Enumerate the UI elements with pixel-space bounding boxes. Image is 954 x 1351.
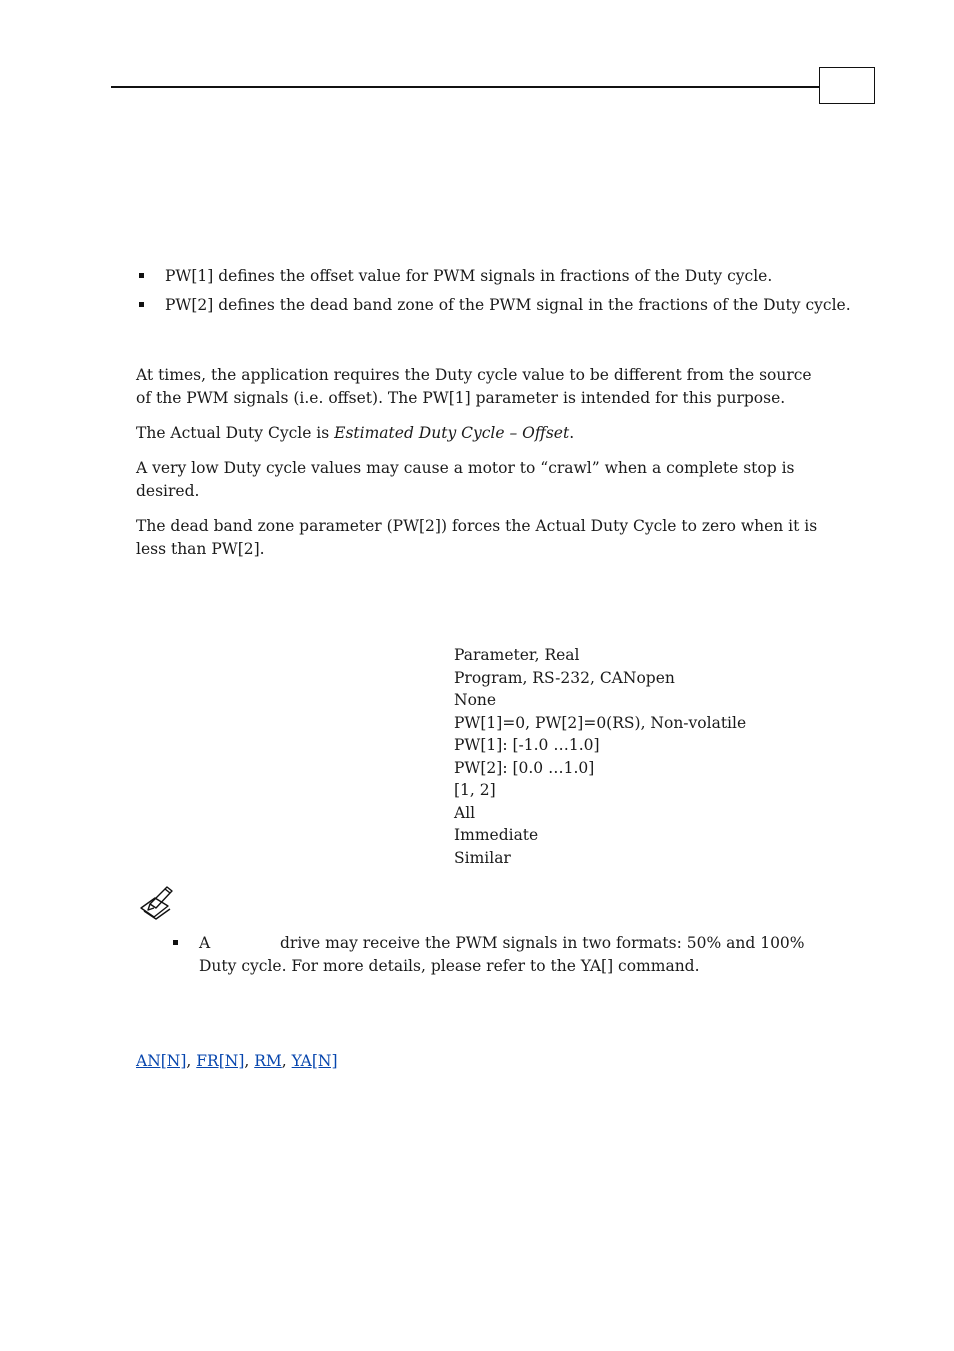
link-separator: , [281, 1052, 292, 1070]
attribute-value: [1, 2] [454, 781, 496, 799]
note-pencil-icon [138, 886, 174, 920]
attribute-value: Program, RS-232, CANopen [454, 668, 675, 687]
note-line [280, 932, 805, 955]
link-separator: , [186, 1052, 197, 1070]
attribute-value: Parameter, Real [454, 646, 580, 664]
text: The Actual Duty Cycle is [136, 424, 335, 442]
paragraph-crawl [136, 457, 816, 503]
paragraph-line: desired. [136, 482, 200, 500]
note-text: drive may receive the PWM signals in two formats: 50% and 100% [280, 934, 805, 952]
bullet-icon [139, 302, 144, 307]
bullet-icon [139, 273, 144, 278]
paragraph-line: of the PWM signals (i.e. offset). The PW[1] parameter is intended for this purpose. [136, 389, 786, 407]
list-item: PW[2] defines the dead band zone of the PWM signal in the fractions of the Duty cycle. [165, 296, 851, 314]
paragraph-actual-duty [136, 422, 816, 445]
paragraph-dead-band [136, 515, 816, 561]
attribute-value: Immediate [454, 826, 539, 844]
attributes-table [454, 644, 746, 869]
attribute-value: Similar [454, 848, 511, 867]
header-rule [111, 86, 819, 88]
link-fr[interactable]: FR[N] [196, 1052, 245, 1070]
attribute-value: None [454, 691, 497, 709]
link-rm[interactable]: RM [254, 1052, 282, 1070]
link-an[interactable]: AN[N] [136, 1052, 187, 1070]
attribute-value: PW[1]: [-1.0 …1.0] [454, 736, 600, 754]
paragraph-line: The dead band zone parameter (PW[2]) forces the Actual Duty Cycle to zero when it is [136, 517, 818, 535]
link-ya[interactable]: YA[N] [291, 1052, 338, 1070]
attribute-value: PW[2]: [0.0 …1.0] [454, 758, 595, 777]
formula-text: Estimated Duty Cycle – Offset [334, 424, 570, 442]
attribute-value: All [454, 803, 476, 822]
note-line: Duty cycle. For more details, please refer to the YA[] command. [199, 957, 700, 975]
see-also-links [136, 1050, 338, 1073]
page-number-box [819, 67, 875, 104]
paragraph-line: A very low Duty cycle values may cause a motor to “crawl” when a complete stop is [136, 459, 795, 477]
paragraph-line: less than PW[2]. [136, 540, 265, 558]
paragraph-line: At times, the application requires the Duty cycle value to be different from the source [136, 366, 812, 384]
paragraph-offset [136, 364, 816, 410]
note-line [199, 932, 210, 955]
bullet-icon [173, 940, 178, 945]
text: . [569, 424, 575, 442]
note-text: A [199, 934, 211, 952]
attribute-value: PW[1]=0, PW[2]=0(RS), Non-volatile [454, 713, 747, 732]
link-separator: , [244, 1052, 255, 1070]
list-item: PW[1] defines the offset value for PWM signals in fractions of the Duty cycle. [165, 267, 773, 285]
